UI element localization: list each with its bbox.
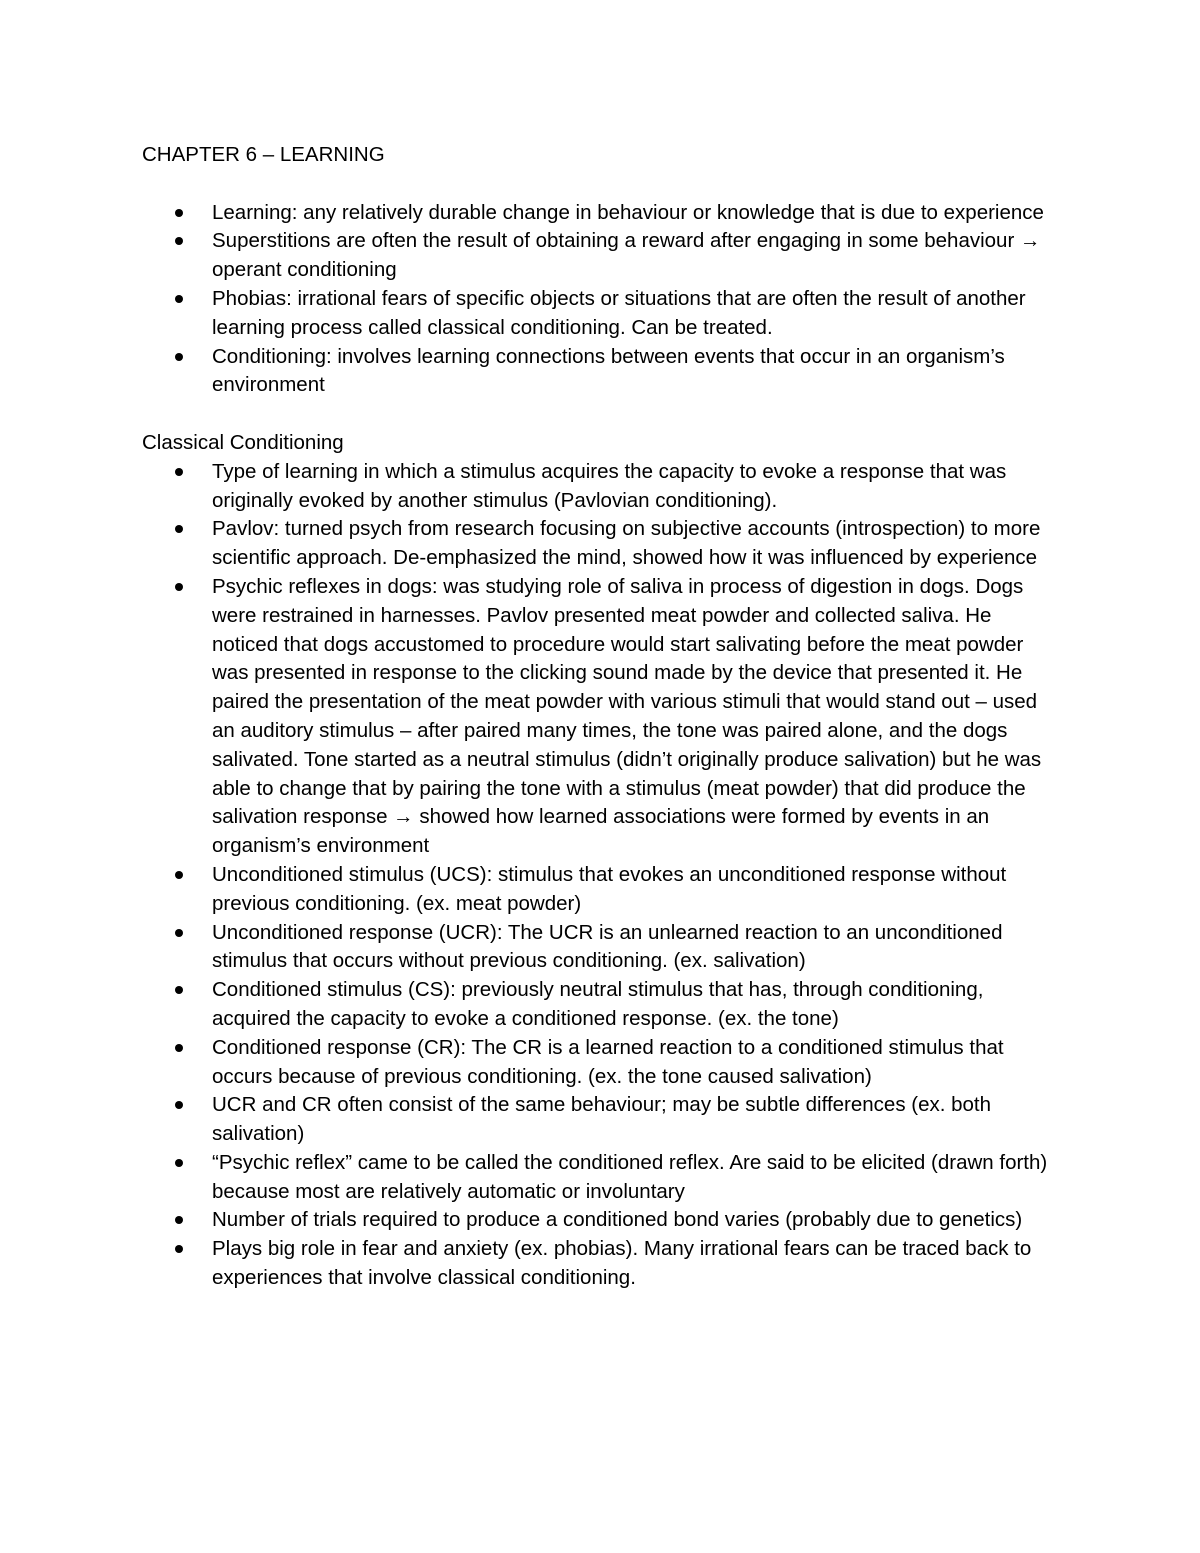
list-item xyxy=(142,1206,1062,1235)
list-item xyxy=(142,515,1062,573)
list-item-text: Psychic reflexes in dogs: was studying role of saliva in process of digestion in dogs. Dogs were restrained in harnesses. Pavlov presented meat powder and collected saliva. He noticed that dogs accustomed to procedure would start salivating before the meat powder was presented in response to the clicking sound made by the device that presented it. He paired the presentation of the meat powder with various stimuli that would stand out – used an auditory stimulus – after paired many times, the tone was paired alone, and the dogs salivated. Tone started as a neutral stimulus (didn’t originally produce salivation) but he was able to change that by pairing the tone with a stimulus (meat powder) that did produce the salivation response → showed how learned associations were formed by events in an organism’s environment xyxy=(212,574,1042,858)
bullet-icon xyxy=(175,986,183,994)
list-item-text: Type of learning in which a stimulus acquires the capacity to evoke a response that was originally evoked by another stimulus (Pavlovian conditioning). xyxy=(212,459,1007,512)
bullet-icon xyxy=(175,583,183,591)
intro-bullet-list xyxy=(142,199,1062,401)
bullet-icon xyxy=(175,525,183,533)
section-title: Classical Conditioning xyxy=(142,430,344,454)
list-item-text: Learning: any relatively durable change in behaviour or knowledge that is due to experience xyxy=(212,200,1044,224)
chapter-title: CHAPTER 6 – LEARNING xyxy=(142,143,385,166)
document-content xyxy=(142,141,1062,1293)
list-item xyxy=(142,861,1062,919)
list-item xyxy=(142,285,1062,343)
list-item-text: Unconditioned response (UCR): The UCR is an unlearned reaction to an unconditioned stimulus that occurs without previous conditioning. (ex. salivation) xyxy=(212,920,1003,973)
list-item xyxy=(142,919,1062,977)
bullet-icon xyxy=(175,353,183,361)
spacer xyxy=(142,400,1062,429)
bullet-icon xyxy=(175,871,183,879)
list-item xyxy=(142,227,1062,285)
list-item-text: Number of trials required to produce a conditioned bond varies (probably due to genetics) xyxy=(212,1208,1023,1232)
list-item-text: Phobias: irrational fears of specific objects or situations that are often the result of another learning process called classical conditioning. Can be treated. xyxy=(212,286,1026,339)
list-item-text: Pavlov: turned psych from research focusing on subjective accounts (introspection) to more scientific approach. De-emphasized the mind, showed how it was influenced by experience xyxy=(212,517,1041,570)
bullet-icon xyxy=(175,1159,183,1167)
list-item xyxy=(142,199,1062,228)
list-item-text: Superstitions are often the result of obtaining a reward after engaging in some behaviour → operant conditioning xyxy=(212,229,1041,282)
list-item-text: Conditioned stimulus (CS): previously neutral stimulus that has, through conditioning, acquired the capacity to evoke a conditioned response. (ex. the tone) xyxy=(212,978,984,1030)
list-item xyxy=(142,573,1062,861)
bullet-icon xyxy=(175,1245,183,1253)
list-item xyxy=(142,458,1062,516)
list-item-text: Conditioning: involves learning connections between events that occur in an organism’s environment xyxy=(212,344,1005,397)
list-item xyxy=(142,976,1062,1034)
bullet-icon xyxy=(175,237,183,245)
bullet-icon xyxy=(175,295,183,303)
spacer xyxy=(142,170,1062,199)
list-item xyxy=(142,1149,1062,1207)
list-item xyxy=(142,1034,1062,1092)
bullet-icon xyxy=(175,468,183,476)
bullet-icon xyxy=(175,1216,183,1224)
list-item xyxy=(142,1235,1062,1293)
list-item-text: Plays big role in fear and anxiety (ex. phobias). Many irrational fears can be traced back to experiences that involve classical conditioning. xyxy=(212,1237,1032,1290)
bullet-icon xyxy=(175,1101,183,1109)
list-item xyxy=(142,1091,1062,1149)
bullet-icon xyxy=(175,929,183,937)
list-item-text: “Psychic reflex” came to be called the conditioned reflex. Are said to be elicited (drawn forth) because most are relatively automatic or involuntary xyxy=(212,1150,1048,1203)
list-item-text: UCR and CR often consist of the same behaviour; may be subtle differences (ex. both salivation) xyxy=(212,1093,992,1146)
bullet-icon xyxy=(175,209,183,217)
list-item xyxy=(142,343,1062,401)
section-bullet-list xyxy=(142,458,1062,1293)
list-item-text: Unconditioned stimulus (UCS): stimulus that evokes an unconditioned response without previous conditioning. (ex. meat powder) xyxy=(212,862,1007,915)
list-item-text: Conditioned response (CR): The CR is a learned reaction to a conditioned stimulus that occurs because of previous conditioning. (ex. the tone caused salivation) xyxy=(212,1035,1004,1088)
bullet-icon xyxy=(175,1044,183,1052)
